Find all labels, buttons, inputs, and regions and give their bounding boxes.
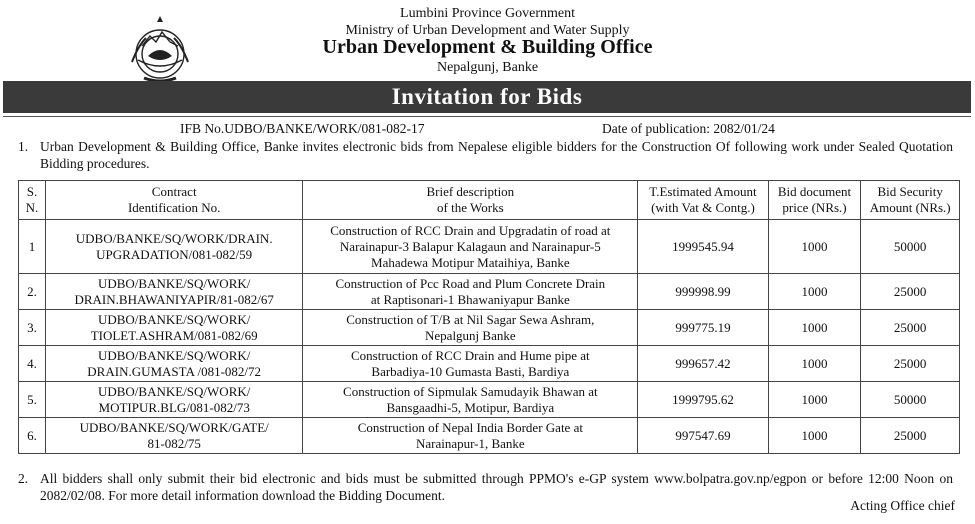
cell-doc-price: 1000 (768, 310, 861, 346)
paragraph-text: Urban Development & Building Office, Banke invites electronic bids from Nepalese eligible bidders for the Construction Of following work under Sealed Quotation Bidding procedures. (40, 139, 953, 171)
header-document-price: Bid document price (NRs.) (768, 181, 861, 220)
cell-amount: 1999795.62 (638, 382, 768, 418)
paragraph-text: All bidders shall only submit their bid electronic and bids must be submitted through PPMO's e-GP system www.bolpatra.gov.np/egpon or before 12:00 Noon on 2082/02/08. For more detail information download the Bidding Document. (40, 471, 953, 503)
cell-amount: 1999545.94 (638, 220, 768, 274)
cell-description: Construction of RCC Drain and Upgradatin of road at Narainapur-3 Balapur Kalagaun and Narainapur-5 Mahadewa Motipur Mataihiya, Banke (303, 220, 638, 274)
cell-sn: 6. (19, 418, 46, 454)
cell-sn: 3. (19, 310, 46, 346)
cell-security: 25000 (861, 274, 960, 310)
table-row (19, 382, 960, 418)
cell-description: Construction of T/B at Nil Sagar Sewa Ashram, Nepalgunj Banke (303, 310, 638, 346)
cell-description: Construction of Sipmulak Samudayik Bhawan at Bansgaadhi-5, Motipur, Bardiya (303, 382, 638, 418)
cell-description: Construction of Nepal India Border Gate at Narainapur-1, Banke (303, 418, 638, 454)
cell-doc-price: 1000 (768, 382, 861, 418)
table-row (19, 310, 960, 346)
cell-contract-id: UDBO/BANKE/SQ/WORK/ DRAIN.GUMASTA /081-082/72 (45, 346, 303, 382)
ifb-number: IFB No.UDBO/BANKE/WORK/081-082-17 (180, 121, 425, 136)
cell-security: 25000 (861, 310, 960, 346)
paragraph-number: 2. (18, 471, 29, 486)
publication-date: Date of publication: 2082/01/24 (602, 121, 775, 136)
notice-title-banner: Invitation for Bids (3, 81, 971, 113)
cell-doc-price: 1000 (768, 346, 861, 382)
cell-contract-id: UDBO/BANKE/SQ/WORK/ MOTIPUR.BLG/081-082/73 (45, 382, 303, 418)
cell-amount: 999998.99 (638, 274, 768, 310)
cell-sn: 2. (19, 274, 46, 310)
cell-amount: 999657.42 (638, 346, 768, 382)
bids-table (18, 180, 960, 454)
cell-description: Construction of Pcc Road and Plum Concrete Drain at Raptisonari-1 Bhawaniyapur Banke (303, 274, 638, 310)
paragraph-number: 1. (18, 139, 29, 154)
table-row (19, 274, 960, 310)
office-name: Urban Development & Building Office (322, 36, 653, 58)
divider (3, 116, 971, 117)
table-row (19, 220, 960, 274)
paragraph-1 (18, 138, 953, 172)
cell-doc-price: 1000 (768, 220, 861, 274)
signatory: Acting Office chief (850, 498, 955, 513)
cell-contract-id: UDBO/BANKE/SQ/WORK/GATE/ 81-082/75 (45, 418, 303, 454)
cell-doc-price: 1000 (768, 274, 861, 310)
cell-sn: 1 (19, 220, 46, 274)
header-estimated-amount: T.Estimated Amount (with Vat & Contg.) (638, 181, 768, 220)
cell-doc-price: 1000 (768, 418, 861, 454)
province-name: Lumbini Province Government (400, 6, 575, 21)
header-contract-id: Contract Identification No. (45, 181, 303, 220)
cell-security: 50000 (861, 220, 960, 274)
table-row (19, 418, 960, 454)
cell-contract-id: UDBO/BANKE/SQ/WORK/DRAIN. UPGRADATION/081-082/59 (45, 220, 303, 274)
ministry-name: Ministry of Urban Development and Water Supply (345, 23, 630, 38)
cell-amount: 997547.69 (638, 418, 768, 454)
cell-amount: 999775.19 (638, 310, 768, 346)
paragraph-2 (18, 470, 953, 504)
header-bid-security: Bid Security Amount (NRs.) (861, 181, 960, 220)
table-header-row (19, 181, 960, 220)
cell-security: 50000 (861, 382, 960, 418)
office-location: Nepalgunj, Banke (436, 60, 539, 75)
table-row (19, 346, 960, 382)
cell-contract-id: UDBO/BANKE/SQ/WORK/ TIOLET.ASHRAM/081-082/69 (45, 310, 303, 346)
header-sn: S. N. (19, 181, 46, 220)
cell-description: Construction of RCC Drain and Hume pipe at Barbadiya-10 Gumasta Basti, Bardiya (303, 346, 638, 382)
cell-sn: 4. (19, 346, 46, 382)
cell-contract-id: UDBO/BANKE/SQ/WORK/ DRAIN.BHAWANIYAPIR/81-082/67 (45, 274, 303, 310)
cell-sn: 5. (19, 382, 46, 418)
cell-security: 25000 (861, 346, 960, 382)
header-description: Brief description of the Works (303, 181, 638, 220)
cell-security: 25000 (861, 418, 960, 454)
